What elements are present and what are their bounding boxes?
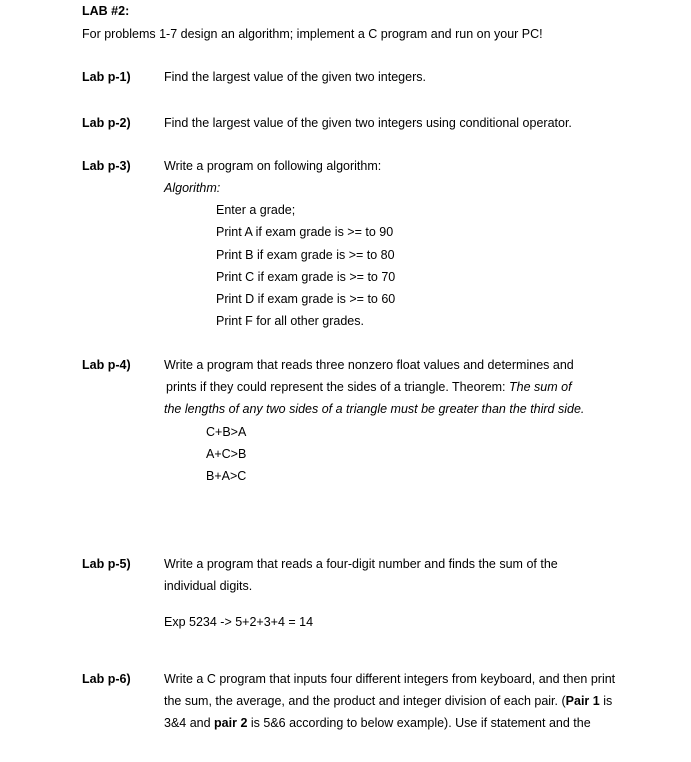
problem-label-p3: Lab p-3): [82, 159, 131, 173]
problem-label-p5: Lab p-5): [82, 557, 131, 571]
problem-label-p4: Lab p-4): [82, 358, 131, 372]
triangle-condition: B+A>C: [206, 469, 247, 483]
problem-text-p6-line1: Write a C program that inputs four different integers from keyboard, and then print: [164, 672, 616, 686]
problem-text-p3: Write a program on following algorithm:: [164, 159, 382, 173]
algorithm-step: Print F for all other grades.: [216, 314, 364, 328]
algorithm-step: Print D if exam grade is >= to 60: [216, 292, 396, 306]
intro-text: For problems 1-7 design an algorithm; implement a C program and run on your PC!: [82, 27, 543, 41]
problem-text-p4-line3: the lengths of any two sides of a triangle must be greater than the third side.: [164, 402, 585, 416]
problem-text-p5-line2: individual digits.: [164, 579, 253, 593]
triangle-condition: C+B>A: [206, 425, 247, 439]
algorithm-step: Enter a grade;: [216, 203, 296, 217]
problem-text-p6-line2: [164, 694, 612, 708]
problem-label-p6: Lab p-6): [82, 672, 131, 686]
lab-title: LAB #2:: [82, 4, 130, 18]
problem-text-p2: Find the largest value of the given two integers using conditional operator.: [164, 116, 572, 130]
problem-example-p5: Exp 5234 -> 5+2+3+4 = 14: [164, 615, 314, 629]
p6-line2-a: the sum, the average, and the product and integer division of each pair. (: [164, 694, 566, 708]
algorithm-step: Print B if exam grade is >= to 80: [216, 248, 395, 262]
p6-line2-c: is: [599, 694, 613, 708]
problem-label-p2: Lab p-2): [82, 116, 131, 130]
problem-text-p1: Find the largest value of the given two integers.: [164, 70, 426, 84]
p6-line2-bold: Pair 1: [565, 694, 600, 708]
triangle-condition: A+C>B: [206, 447, 247, 461]
problem-label-p1: Lab p-1): [82, 70, 131, 84]
p4-line2-italic: The sum of: [509, 380, 572, 394]
problem-text-p4-line2: [166, 380, 572, 394]
problem-text-p5-line1: Write a program that reads a four-digit number and finds the sum of the: [164, 557, 558, 571]
p4-line2-plain: prints if they could represent the sides of a triangle. Theorem:: [166, 380, 510, 394]
problem-text-p6-line3: [164, 716, 591, 730]
problem-text-p4-line1: Write a program that reads three nonzero float values and determines and: [164, 358, 574, 372]
algorithm-label: Algorithm:: [164, 181, 221, 195]
p6-line3-a: 3&4 and: [164, 716, 215, 730]
algorithm-step: Print A if exam grade is >= to 90: [216, 225, 394, 239]
algorithm-step: Print C if exam grade is >= to 70: [216, 270, 396, 284]
p6-line3-bold: pair 2: [214, 716, 248, 730]
p6-line3-c: is 5&6 according to below example). Use if statement and the: [247, 716, 591, 730]
